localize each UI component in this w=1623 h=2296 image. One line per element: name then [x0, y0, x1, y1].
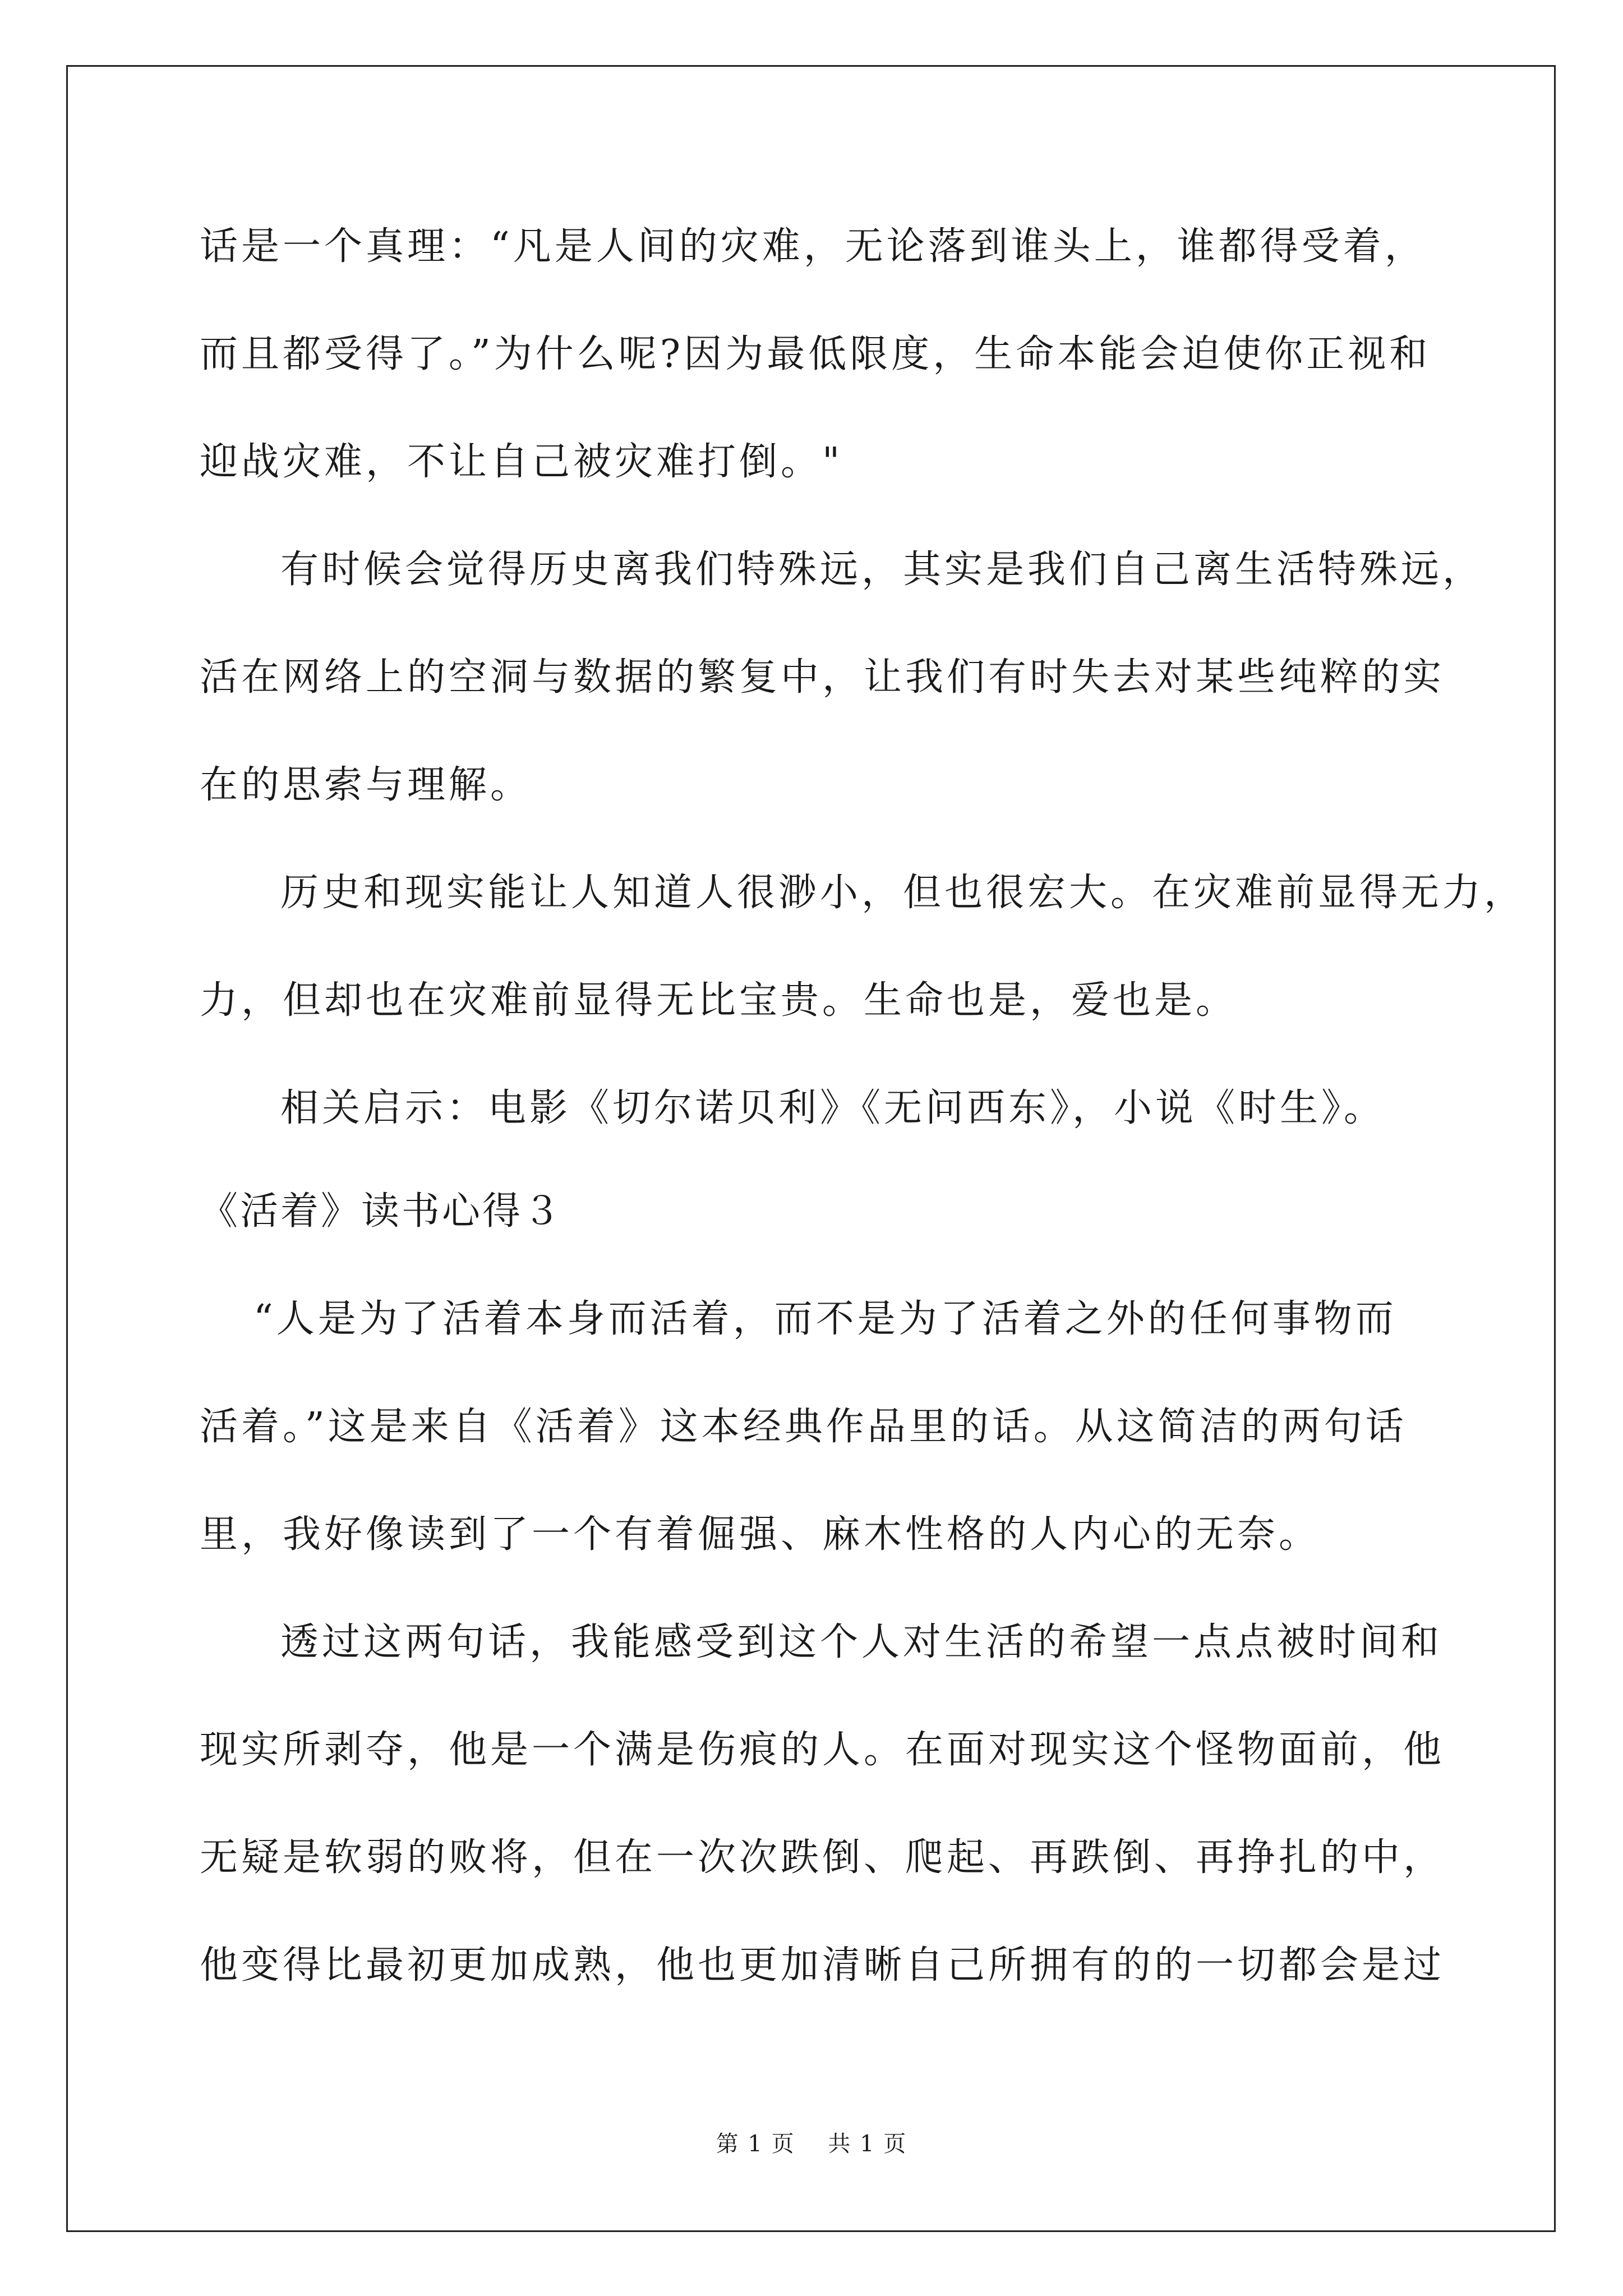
page-footer: 第 1 页 共 1 页	[716, 2131, 907, 2157]
text-line: 活着。”这是来自《活着》这本经典作品里的话。从这简洁的两句话	[200, 1405, 1407, 1449]
text-line: 迎战灾难，不让自己被灾难打倒。"	[200, 440, 843, 484]
text-line: 活在网络上的空洞与数据的繁复中，让我们有时失去对某些纯粹的实	[200, 655, 1445, 700]
section-heading: 《活着》读书心得３	[200, 1189, 564, 1234]
text-line: 无疑是软弱的败将，但在一次次跌倒、爬起、再跌倒、再挣扎的中，	[200, 1835, 1445, 1880]
page-border	[66, 65, 1556, 2232]
text-line: 话是一个真理：“凡是人间的灾难，无论落到谁头上，谁都得受着，	[200, 224, 1426, 269]
text-line: 历史和现实能让人知道人很渺小，但也很宏大。在灾难前显得无力，	[280, 871, 1526, 915]
text-line: 而且都受得了。”为什么呢?因为最低限度，生命本能会迫使你正视和	[200, 332, 1431, 376]
text-line: 里，我好像读到了一个有着倔强、麻木性格的人内心的无奈。	[200, 1512, 1321, 1557]
text-line: 在的思索与理解。	[200, 763, 532, 807]
text-line: 力，但却也在灾难前显得无比宝贵。生命也是，爱也是。	[200, 978, 1238, 1023]
text-line: 有时候会觉得历史离我们特殊远，其实是我们自己离生活特殊远，	[280, 547, 1484, 592]
text-line: “人是为了活着本身而活着，而不是为了活着之外的任何事物而	[253, 1297, 1397, 1341]
text-line: 他变得比最初更加成熟，他也更加清晰自己所拥有的的一切都会是过	[200, 1943, 1445, 1987]
text-line: 相关启示：电影《切尔诺贝利》《无问西东》，小说《时生》。	[280, 1086, 1386, 1130]
text-line: 透过这两句话，我能感受到这个人对生活的希望一点点被时间和	[280, 1620, 1443, 1664]
text-line: 现实所剥夺，他是一个满是伤痕的人。在面对现实这个怪物面前，他	[200, 1728, 1445, 1772]
